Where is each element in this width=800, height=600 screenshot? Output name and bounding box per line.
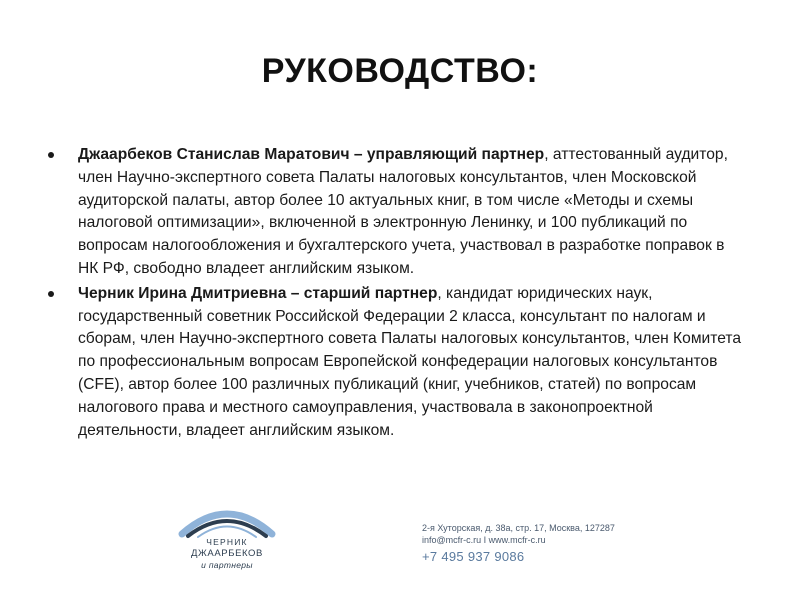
footer-address: 2-я Хуторская, д. 38а, стр. 17, Москва, 127287 xyxy=(422,523,615,533)
bullet-list xyxy=(44,144,744,444)
bullet-person-name: Черник Ирина Дмитриевна – старший партнер xyxy=(78,284,438,302)
bullet-dot-icon xyxy=(48,291,54,297)
bullet-description: , кандидат юридических наук, государственный советник Российской Федерации 2 класса, консультант по налогам и сборам, член Научно-экспертного совета Палаты налоговых консультантов, член Комитета по профессиональным вопросам Европейской конфедерации налоговых консультантов (CFE), автор более 100 различных публикаций (книг, учебников, статей) по вопросам налогового права и местного самоуправления, участвовала в законопроектной деятельности, владеет английским языком. xyxy=(78,284,742,439)
bullet-item-dzhaarbekov xyxy=(44,144,744,281)
logo-arc-icon xyxy=(178,500,276,540)
logo-text-partners: и партнеры xyxy=(201,560,253,570)
company-logo xyxy=(172,500,282,580)
bullet-dot-icon xyxy=(48,152,54,158)
bullet-description: , аттестованный аудитор, член Научно-экспертного совета Палаты налоговых консультантов, член Московской аудиторской палаты, автор более 10 актуальных книг, в том числе «Методы и схемы налоговой оптимизации», включенной в электронную Ленинку, и 100 публикаций по вопросам налогообложения и бухгалтерского учета, участвовал в разработке поправок в НК РФ, свободно владеет английским языком. xyxy=(78,146,728,277)
bullet-person-name: Джаарбеков Станислав Маратович – управляющий партнер xyxy=(78,146,545,163)
footer-phone[interactable]: +7 495 937 9086 xyxy=(422,549,525,564)
logo-text-dzhaarbekov: ДЖААРБЕКОВ xyxy=(191,548,263,559)
slide-title: РУКОВОДСТВО: xyxy=(261,52,539,90)
bullet-item-chernik xyxy=(44,283,744,443)
footer-contacts xyxy=(422,522,722,565)
footer-email-website[interactable]: info@mcfr-c.ru I www.mcfr-c.ru xyxy=(422,535,546,545)
logo-text-chernik: ЧЕРНИК xyxy=(206,537,248,547)
